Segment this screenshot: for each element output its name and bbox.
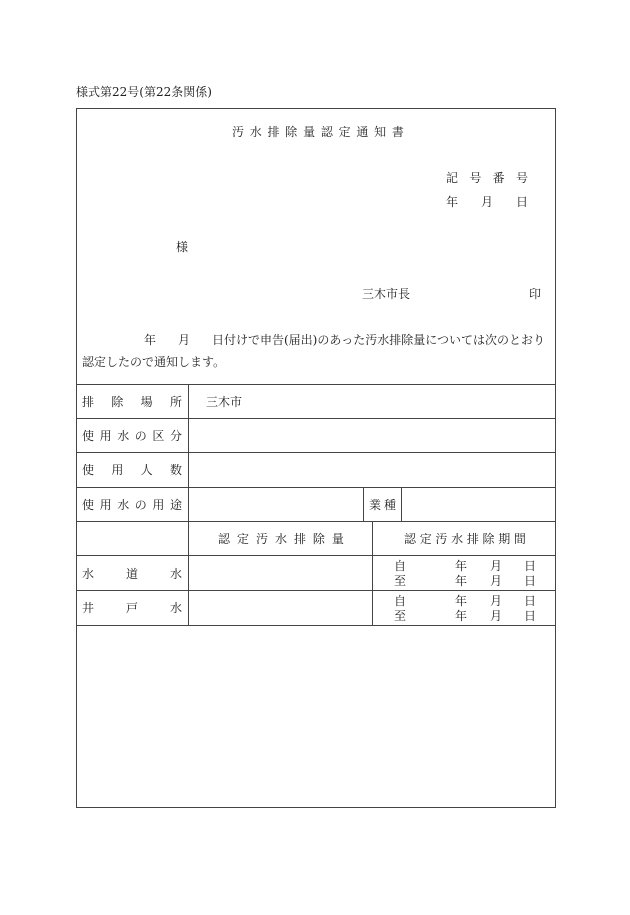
water-category-label: 使 用 水 の 区 分 [82,429,182,443]
period-from-year: 年 [455,594,468,608]
period-from-month: 月 [490,559,503,573]
period-to-label: 至 [394,609,407,623]
document-title: 汚 水 排 除 量 認 定 通 知 書 [232,125,404,139]
body-year: 年 [144,333,157,347]
business-value-rule [401,487,402,521]
period-from-day: 日 [524,559,537,573]
period-to-day: 日 [524,574,537,588]
period-from-year: 年 [455,559,468,573]
location-value: 三木市 [206,395,243,409]
body-text-line1: 日付けで申告(届出)のあった汚水排除量については次のとおり [212,333,546,347]
business-type-label: 業 種 [369,498,396,512]
business-label-rule [363,487,364,521]
period-to-label: 至 [394,574,407,588]
period-to-day: 日 [524,609,537,623]
row-rule [76,590,556,591]
document-number-field: 記 号 番 号 [446,171,528,185]
body-month: 月 [178,333,191,347]
body-text-line2: 認定したので通知します。 [82,355,226,369]
form-number-label: 様式第22号(第22条関係) [76,85,212,99]
period-to-month: 月 [490,609,503,623]
water-purpose-label: 使 用 水 の 用 途 [82,498,182,512]
period-column-rule [372,521,373,625]
period-from-label: 自 [394,559,407,573]
location-label: 排 除 場 所 [82,395,182,409]
period-to-month: 月 [490,574,503,588]
remarks-area[interactable] [77,626,555,807]
issue-date-field: 年 月 日 [446,195,528,209]
addressee-suffix: 様 [176,240,189,254]
row-rule [76,555,556,556]
label-column-rule [188,384,189,625]
user-count-label: 使 用 人 数 [82,463,182,477]
well-water-label: 井 戸 水 [82,601,182,615]
tap-water-label: 水 道 水 [82,567,182,581]
period-to-year: 年 [455,574,468,588]
row-rule [76,452,556,453]
period-to-year: 年 [455,609,468,623]
row-rule [76,521,556,522]
certified-amount-header: 認 定 汚 水 排 除 量 [218,532,344,546]
seal-mark: 印 [529,287,542,301]
row-rule [76,418,556,419]
issuer-name: 三木市長 [362,287,411,301]
period-from-month: 月 [490,594,503,608]
certified-period-header: 認 定 汚 水 排 除 期 間 [404,532,526,546]
period-from-day: 日 [524,594,537,608]
table-top-rule [76,384,556,385]
period-from-label: 自 [394,594,407,608]
row-rule [76,487,556,488]
